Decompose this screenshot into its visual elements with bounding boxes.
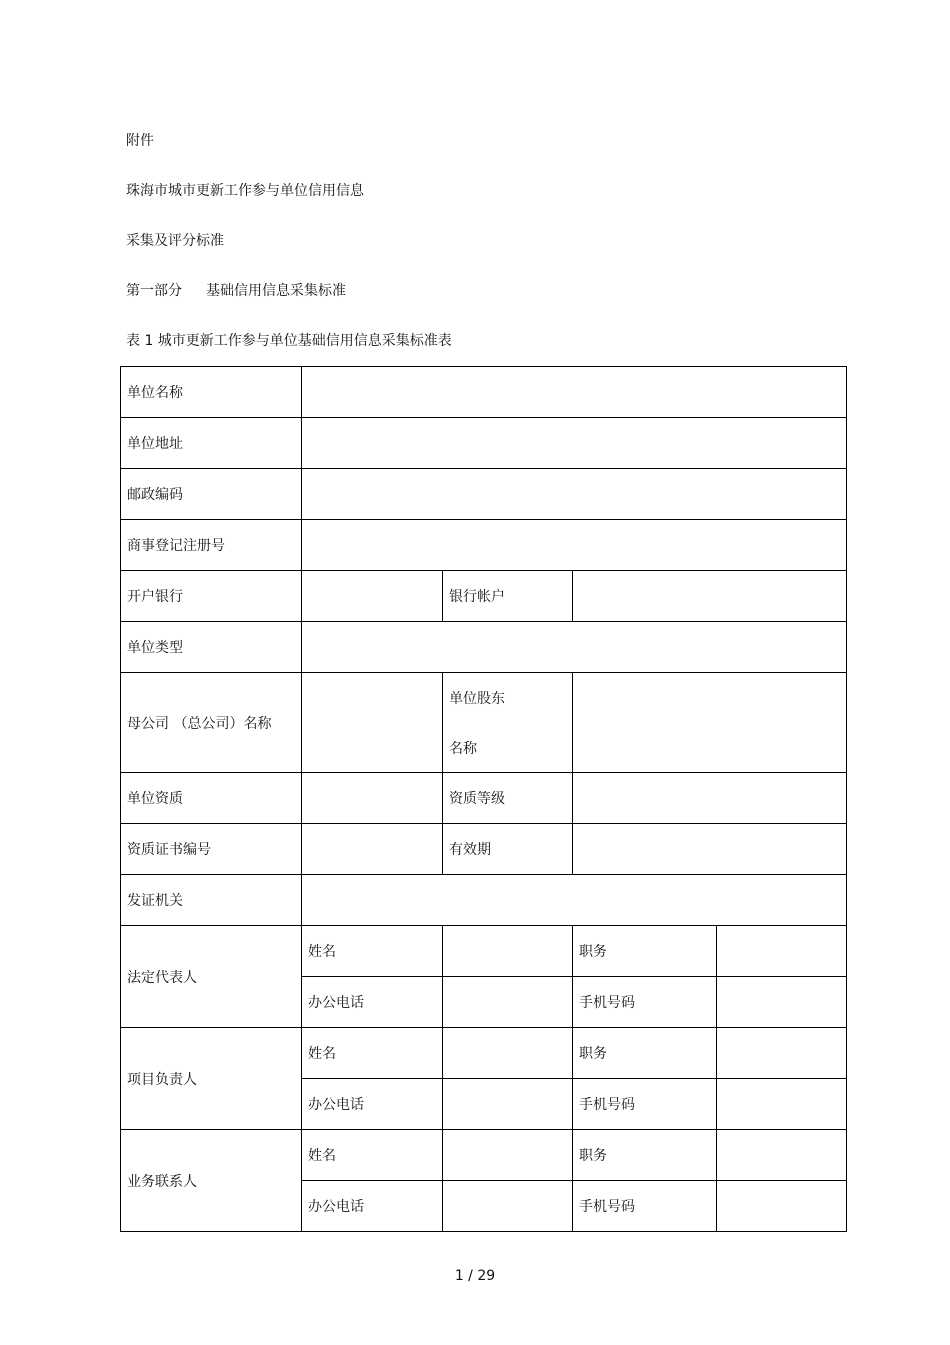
- qualification-level-field[interactable]: [573, 773, 847, 824]
- shareholder-label-line2: 名称: [449, 740, 477, 757]
- section-title: 基础信用信息采集标准: [206, 283, 346, 299]
- table-row: [121, 1130, 847, 1181]
- bank-account-field[interactable]: [573, 571, 847, 622]
- table-row: [121, 773, 847, 824]
- legal-rep-office-phone-label: 办公电话: [302, 977, 443, 1028]
- validity-field[interactable]: [573, 824, 847, 875]
- cert-no-field[interactable]: [302, 824, 443, 875]
- table-caption: 表 1 城市更新工作参与单位基础信用信息采集标准表: [126, 333, 452, 349]
- business-contact-name-field[interactable]: [443, 1130, 573, 1181]
- project-lead-mobile-field[interactable]: [717, 1079, 847, 1130]
- bank-field[interactable]: [302, 571, 443, 622]
- attachment-label: 附件: [126, 133, 154, 149]
- qualification-label: 单位资质: [121, 773, 302, 824]
- bank-account-label: 银行帐户: [443, 571, 573, 622]
- issuer-label: 发证机关: [121, 875, 302, 926]
- project-lead-name-field[interactable]: [443, 1028, 573, 1079]
- document-title-line1: 珠海市城市更新工作参与单位信用信息: [126, 183, 364, 199]
- credit-info-table: [120, 366, 847, 1232]
- cert-no-label: 资质证书编号: [121, 824, 302, 875]
- project-lead-office-phone-label: 办公电话: [302, 1079, 443, 1130]
- unit-type-label: 单位类型: [121, 622, 302, 673]
- business-contact-mobile-field[interactable]: [717, 1181, 847, 1232]
- postal-code-field[interactable]: [302, 469, 847, 520]
- page-indicator: 1 / 29: [454, 1268, 496, 1284]
- section-part: 第一部分: [126, 283, 182, 299]
- unit-name-field[interactable]: [302, 367, 847, 418]
- qualification-level-label: 资质等级: [443, 773, 573, 824]
- table-row: [121, 875, 847, 926]
- unit-name-label: 单位名称: [121, 367, 302, 418]
- table-row: [121, 622, 847, 673]
- legal-rep-label: 法定代表人: [121, 926, 302, 1028]
- shareholder-label-line1: 单位股东: [449, 690, 505, 707]
- qualification-field[interactable]: [302, 773, 443, 824]
- legal-rep-name-label: 姓名: [302, 926, 443, 977]
- legal-rep-position-label: 职务: [573, 926, 717, 977]
- legal-rep-office-phone-field[interactable]: [443, 977, 573, 1028]
- table-row: [121, 469, 847, 520]
- business-contact-mobile-label: 手机号码: [573, 1181, 717, 1232]
- table-row: [121, 571, 847, 622]
- project-lead-position-label: 职务: [573, 1028, 717, 1079]
- business-reg-field[interactable]: [302, 520, 847, 571]
- shareholder-label: [443, 673, 573, 773]
- legal-rep-position-field[interactable]: [717, 926, 847, 977]
- table-row: [121, 926, 847, 977]
- section-heading: [126, 281, 346, 301]
- project-lead-label: 项目负责人: [121, 1028, 302, 1130]
- parent-company-label: 母公司 （总公司）名称: [121, 673, 302, 773]
- table-row: [121, 520, 847, 571]
- business-reg-label: 商事登记注册号: [121, 520, 302, 571]
- parent-company-field[interactable]: [302, 673, 443, 773]
- legal-rep-name-field[interactable]: [443, 926, 573, 977]
- project-lead-position-field[interactable]: [717, 1028, 847, 1079]
- unit-type-field[interactable]: [302, 622, 847, 673]
- shareholder-field[interactable]: [573, 673, 847, 773]
- business-contact-office-phone-field[interactable]: [443, 1181, 573, 1232]
- table-row: [121, 824, 847, 875]
- project-lead-office-phone-field[interactable]: [443, 1079, 573, 1130]
- business-contact-position-label: 职务: [573, 1130, 717, 1181]
- table-row: [121, 367, 847, 418]
- unit-address-label: 单位地址: [121, 418, 302, 469]
- project-lead-mobile-label: 手机号码: [573, 1079, 717, 1130]
- table-row: [121, 418, 847, 469]
- business-contact-position-field[interactable]: [717, 1130, 847, 1181]
- project-lead-name-label: 姓名: [302, 1028, 443, 1079]
- legal-rep-mobile-field[interactable]: [717, 977, 847, 1028]
- issuer-field[interactable]: [302, 875, 847, 926]
- table-row: [121, 673, 847, 773]
- business-contact-label: 业务联系人: [121, 1130, 302, 1232]
- table-row: [121, 1028, 847, 1079]
- business-contact-name-label: 姓名: [302, 1130, 443, 1181]
- unit-address-field[interactable]: [302, 418, 847, 469]
- legal-rep-mobile-label: 手机号码: [573, 977, 717, 1028]
- bank-label: 开户银行: [121, 571, 302, 622]
- document-title-line2: 采集及评分标准: [126, 233, 224, 249]
- validity-label: 有效期: [443, 824, 573, 875]
- business-contact-office-phone-label: 办公电话: [302, 1181, 443, 1232]
- postal-code-label: 邮政编码: [121, 469, 302, 520]
